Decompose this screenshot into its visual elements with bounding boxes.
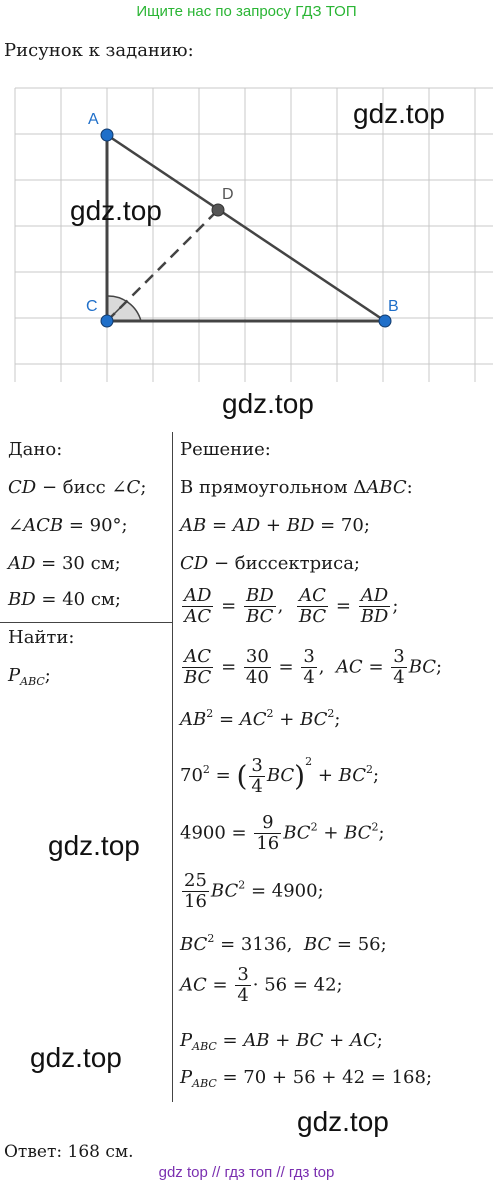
solution-line: AB = AD + BD = 70; — [180, 515, 370, 536]
solution-title: Решение: — [180, 439, 271, 460]
answer: Ответ: 168 см. — [4, 1142, 134, 1162]
top-banner[interactable]: Ищите нас по запросу ГДЗ ТОП — [136, 3, 357, 20]
label-a: A — [88, 111, 99, 128]
label-d: D — [222, 186, 234, 203]
solution-line: CD − биссектриса; — [180, 553, 360, 574]
find-title: Найти: — [8, 627, 75, 648]
watermark: gdz.top — [70, 195, 162, 226]
label-b: B — [388, 298, 399, 315]
given-title: Дано: — [8, 439, 63, 460]
column-divider — [172, 432, 173, 1102]
given-row: BD = 40 см; — [8, 589, 121, 610]
watermark: gdz.top — [222, 388, 314, 419]
given-row: ∠ACB = 90°; — [8, 515, 128, 536]
point-d — [212, 204, 224, 216]
label-c: C — [86, 298, 98, 315]
given-row: AD = 30 см; — [8, 553, 121, 574]
watermark: gdz.top — [353, 98, 445, 129]
solution-line: В прямоугольном ΔABC: — [180, 477, 413, 498]
solution-line: $BC^2 = 3136$, BC = 56; — [180, 932, 387, 955]
solution-line: $\frac{AD}{AC}$ = $\frac{BD}{BC}$ , $\frac{AC}{BC}$ = $\frac{AD}{BD}$ ; — [184, 585, 399, 627]
watermark: gdz.top — [30, 1042, 122, 1073]
point-c — [101, 315, 113, 327]
task-figure-heading: Рисунок к заданию: — [4, 40, 194, 61]
footer-links[interactable]: gdz top // гдз топ // гдз top — [158, 1164, 335, 1181]
solution-line: $P_{ABC} = 70 + 56 + 42 = 168$; — [180, 1067, 433, 1090]
solution-line: $70^2$ = ( $\frac{3}{4}$ $BC)^2 + BC^2$; — [180, 754, 380, 797]
watermark: gdz.top — [297, 1106, 389, 1137]
given-row: CD − бисс ∠C; — [8, 477, 147, 498]
solution-line: $\frac{AC}{BC}$ = $\frac{30}{40}$ = $\frac{3}{4}$ , AC = $\frac{3}{4}$ BC; — [184, 646, 443, 688]
watermark: gdz.top — [48, 830, 140, 861]
solution-line: $\frac{25}{16}$ $BC^2 = 4900$; — [184, 870, 324, 912]
given-divider — [0, 622, 172, 623]
side-ab — [107, 135, 385, 321]
solution-line: AC = $\frac{3}{4}$ · 56 = 42; — [180, 964, 343, 1006]
solution-line: $P_{ABC}$ = AB + BC + AC; — [180, 1030, 383, 1053]
point-a — [101, 129, 113, 141]
solution-line: 4900 = $\frac{9}{16}$ $BC^2 + BC^2$; — [180, 812, 385, 854]
point-b — [379, 315, 391, 327]
solution-line: $AB^2 = AC^2 + BC^2$; — [180, 707, 341, 730]
grid — [15, 88, 493, 382]
find-value: $P_{ABC}$; — [8, 665, 51, 688]
